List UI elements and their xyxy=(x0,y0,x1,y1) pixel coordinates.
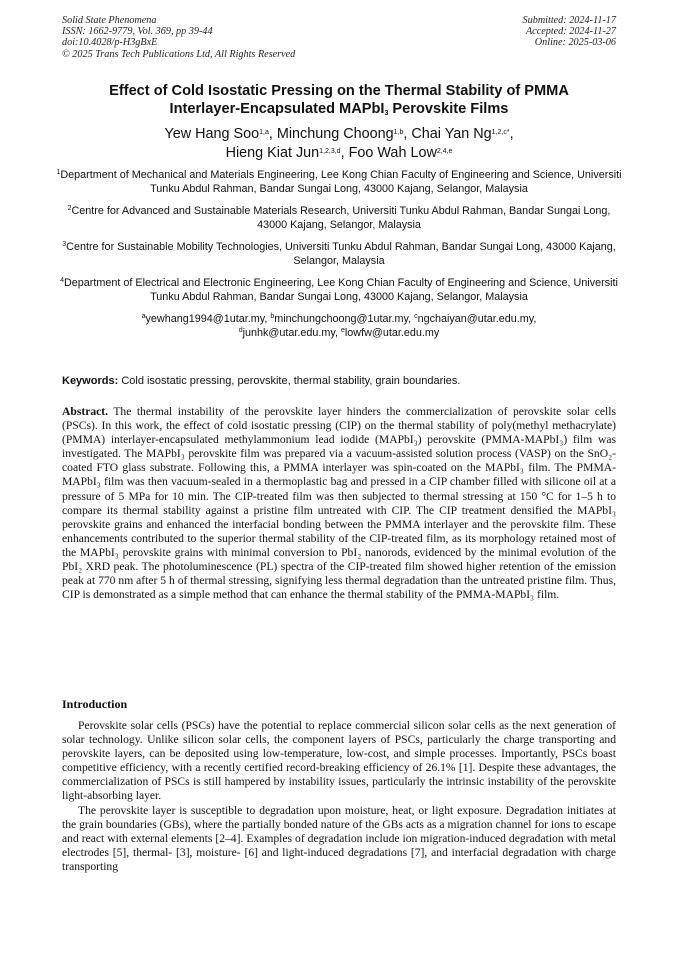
email-link[interactable]: yewhang1994@1utar.my xyxy=(145,313,265,325)
author-name: Yew Hang Soo xyxy=(164,126,260,142)
author-name: Foo Wah Low xyxy=(348,145,437,161)
title-line-2 xyxy=(40,100,638,118)
email-link[interactable]: junhk@utar.edu.my xyxy=(242,327,335,339)
affiliation-number: 4 xyxy=(60,277,64,284)
affiliation-number: 1 xyxy=(56,169,61,176)
title-subscript: 3 xyxy=(384,110,389,118)
title-line-2-end: Perovskite Films xyxy=(388,101,509,118)
author-name: Minchung Choong xyxy=(276,126,394,142)
abstract xyxy=(62,405,616,602)
abstract-label: Abstract. xyxy=(62,405,109,418)
email-sup: b xyxy=(270,313,275,320)
doi: doi:10.4028/p-H3gBxE xyxy=(62,37,158,49)
title-line-2-text: Interlayer-Encapsulated MAPbI xyxy=(169,101,385,118)
affiliation-text: Department of Mechanical and Materials Engineering, Lee Kong Chian Faculty of Engineering and Science, Universiti Tunku Abdul Rahman, Bandar Sungai Long, 43000 Kajang, Selangor, Malaysia xyxy=(60,169,622,195)
emails-line-2: $^d$junhk@utar.edu.my, $^e$lowfw@utar.edu.my xyxy=(238,327,440,339)
issn: ISSN: 1662-9779, Vol. 369, pp 39-44 xyxy=(62,26,213,38)
affiliation-2 xyxy=(52,204,626,232)
affiliation-text: Department of Electrical and Electronic Engineering, Lee Kong Chian Faculty of Engineering and Science, Universiti Tunku Abdul Rahman, Bandar Sungai Long, 43000 Kajang, Selangor, Malaysia xyxy=(63,277,618,303)
intro-paragraph-1: Perovskite solar cells (PSCs) have the potential to replace commercial silicon solar cells as the next generation of solar technology. Unlike silicon solar cells, the component layers of PSCs, particularly the charge transporting and perovskite layers, can be deposited using low-temperature, low-cost, and simple processes. Importantly, PSCs boast competitive efficiency, with a recently certified record-breaking efficiency of 26.1% [1]. Despite these advantages, the commercialization of PSCs is still hampered by instability issues, particularly the intrinsic instability of the perovskite light-absorbing layer. xyxy=(62,719,616,803)
email-link[interactable]: ngchaiyan@utar.edu.my xyxy=(417,313,534,325)
authors-line-2: Hieng Kiat Jun$^{1,2,3,d}$, Foo Wah Low$^{2,4,e}$ xyxy=(225,145,453,161)
keywords-text: Cold isostatic pressing, perovskite, thermal stability, grain boundaries. xyxy=(121,375,461,387)
author-sup: 1,a xyxy=(259,129,269,136)
abstract-text: The thermal instability of the perovskite layer hinders the commercialization of perovskite solar cells (PSCs). In this work, the effect of cold isostatic pressing (CIP) on the thermal stability of poly(methyl methacrylate) (PMMA) interlayer-encapsulated methylammonium lead iodide (MAPbI₃) perovskite (PMMA-MAPbI₃) film was investigated. The MAPbI₃ perovskite film was prepared via a vacuum-assisted solution process (VASP) on the SnO₂-coated FTO glass substrate. Following this, a PMMA interlayer was spin-coated on the MAPbI₃ film. The PMMA-MAPbI₃ film was then vacuum-sealed in a thermoplastic bag and pressed in a CIP chamber filled with silicone oil at a pressure of 5 MPa for 10 min. The CIP-treated film was then subjected to thermal stressing at 150 °C for 1–5 h to compare its thermal stability against a pristine film untreated with CIP. The CIP treatment densified the MAPbI₃ perovskite grains and enhanced the interfacial bonding between the PMMA interlayer and the perovskite film. These enhancements contributed to the superior thermal stability of the CIP-treated film, as its morphology retained most of the MAPbI₃ perovskite grains with minimal conversion to PbI₂ nanorods, evidenced by the minimal evolution of the PbI₂ XRD peak. The photoluminescence (PL) spectra of the CIP-treated film showed higher retention of the emission peak at 770 nm after 5 h of thermal stressing, signifying less thermal degradation than the untreated pristine film. Thus, CIP is demonstrated as a simple method that can enhance the thermal stability of the PMMA-MAPbI₃ film. xyxy=(62,405,616,602)
author-list xyxy=(40,125,638,163)
introduction-body xyxy=(62,719,616,874)
submitted-date: Submitted: 2024-11-17 xyxy=(522,15,616,26)
affiliation-text: Centre for Advanced and Sustainable Materials Research, Universiti Tunku Abdul Rahman, Bandar Sungai Long, 43000 Kajang, Selangor, Malaysia xyxy=(71,205,611,231)
affiliation-number: 2 xyxy=(67,205,72,212)
author-sup: 1,2,3,d xyxy=(319,148,341,155)
affiliation-1 xyxy=(52,168,626,196)
affiliation-4 xyxy=(52,276,626,304)
introduction-heading: Introduction xyxy=(62,697,128,711)
email-sup: d xyxy=(238,327,243,334)
dates-info xyxy=(523,15,616,49)
accepted-date: Accepted: 2024-11-27 xyxy=(525,26,616,38)
author-sup: 1,b xyxy=(393,129,404,136)
affiliation-3 xyxy=(52,240,626,268)
journal-info xyxy=(62,15,295,60)
author-name: Hieng Kiat Jun xyxy=(225,145,320,161)
affiliations xyxy=(52,168,626,340)
email-link[interactable]: minchungchoong@1utar.my xyxy=(274,313,409,325)
author-name: Chai Yan Ng xyxy=(411,126,492,142)
affiliation-text: Centre for Sustainable Mobility Technologies, Universiti Tunku Abdul Rahman, Bandar Sungai Long, 43000 Kajang, Selangor, Malaysia xyxy=(66,241,616,267)
keywords xyxy=(62,374,616,388)
emails-line-1: $^a$yewhang1994@1utar.my, $^b$minchungchoong@1utar.my, $^c$ngchaiyan@utar.edu.my, xyxy=(141,313,537,325)
authors-line-1: Yew Hang Soo$^{1,a}$, Minchung Choong$^{1,b}$, Chai Yan $Ng^{1,2,c*}$, xyxy=(164,126,514,142)
intro-paragraph-2: The perovskite layer is susceptible to degradation upon moisture, heat, or light exposure. Degradation initiates at the grain boundaries (GBs), where the partially bonded nature of the GBs acts as a migration channel for ions to escape and react with external elements [2–4]. Examples of degradation include ion migration-induced degradation with metal electrodes [5], thermal- [3], moisture- [6] and light-induced degradations [7], and interfacial degradation with charge transporting xyxy=(62,803,616,873)
author-sup: 1,2,c* xyxy=(491,129,510,136)
email-list xyxy=(52,312,626,340)
paper-title xyxy=(40,82,638,118)
online-date: Online: 2025-03-06 xyxy=(534,37,616,49)
email-link[interactable]: lowfw@utar.edu.my xyxy=(344,327,440,339)
copyright: © 2025 Trans Tech Publications Ltd, All Rights Reserved xyxy=(62,48,296,60)
journal-name: Solid State Phenomena xyxy=(62,15,157,26)
keywords-label: Keywords: xyxy=(62,375,119,387)
email-sup: c xyxy=(414,313,418,320)
title-line-1: Effect of Cold Isostatic Pressing on the Thermal Stability of PMMA xyxy=(109,83,569,99)
email-sup: a xyxy=(141,313,146,320)
email-sup: e xyxy=(341,327,345,334)
author-sup: 2,4,e xyxy=(436,148,453,155)
affiliation-number: 3 xyxy=(62,241,67,248)
